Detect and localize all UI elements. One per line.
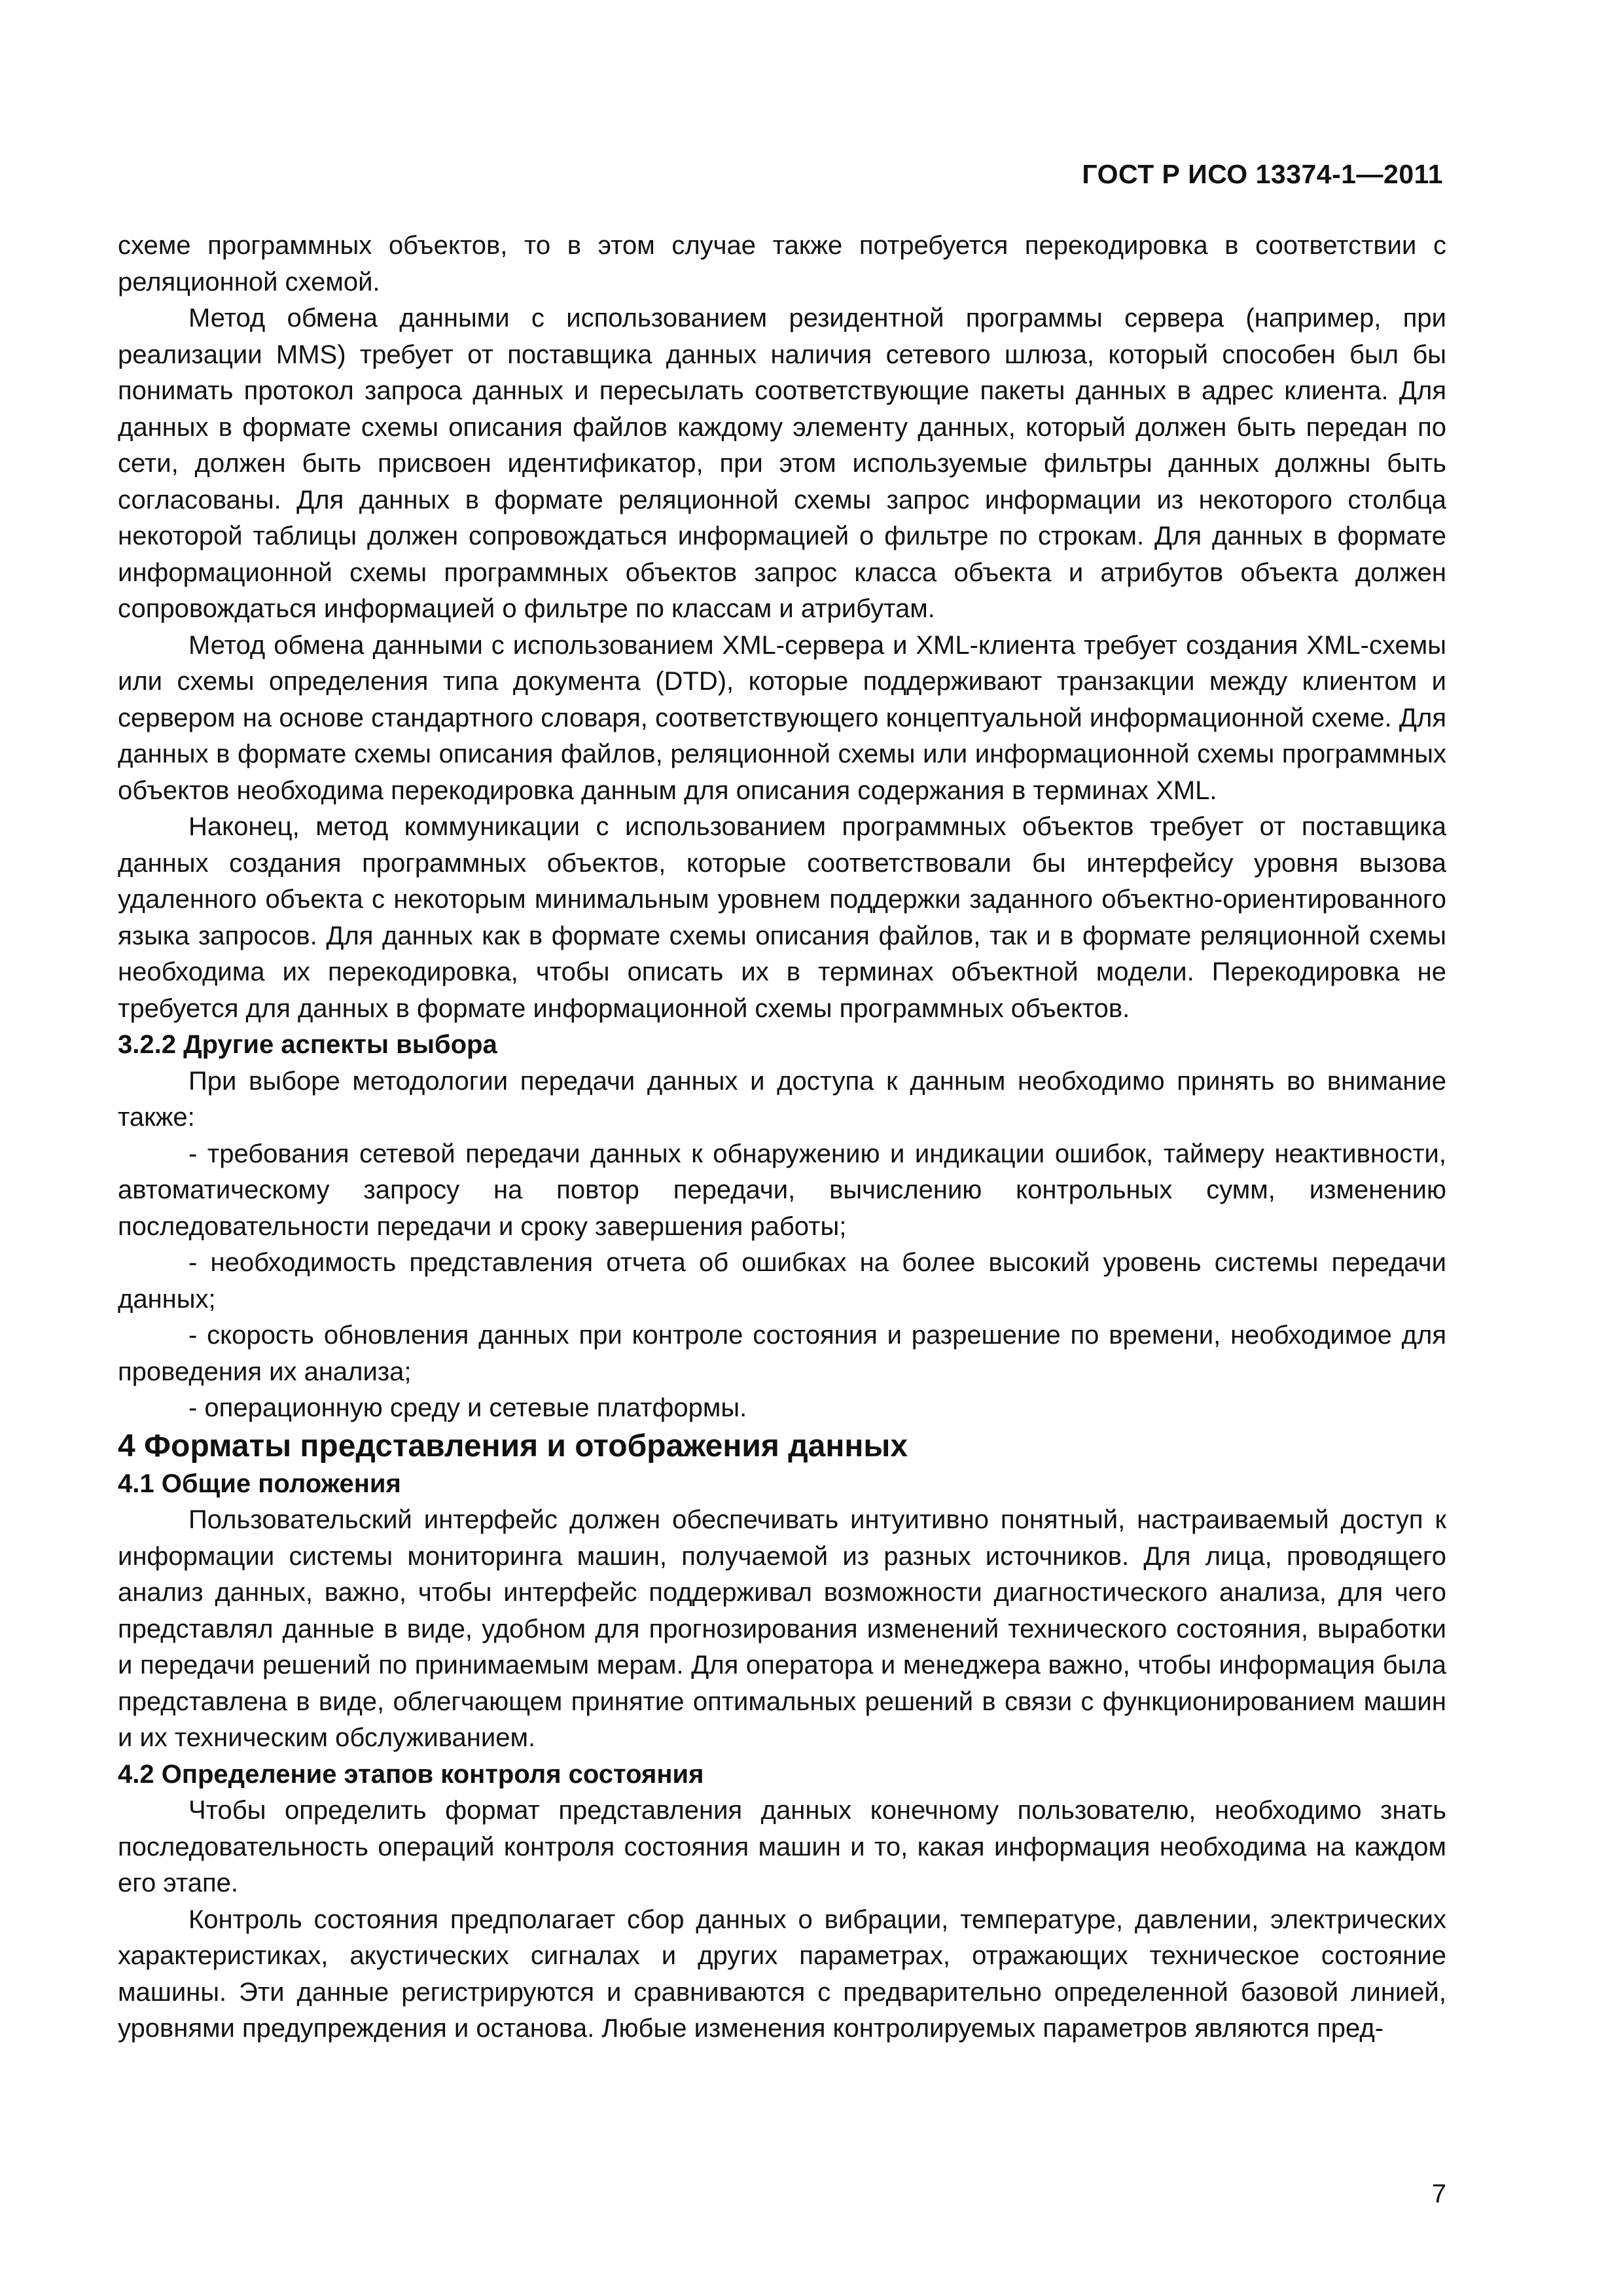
list-item: - скорость обновления данных при контроле состояния и разрешение по времени, необходимое для проведения их анализа; [118,1321,1446,1386]
clause-heading-4-1: 4.1 Общие положения [118,1469,401,1498]
paragraph: Метод обмена данными с использованием XML-сервера и XML-клиента требует создания XML-схемы или схемы определения типа документа (DTD), которые поддерживают транзакции между клиентом и сервером на основе стандартного словаря, соответствующего концептуальной информационной схеме. Для данных в формате схемы описания файлов, реляционной схемы или информационной схемы программных объектов необходима перекодировка данным для описания содержания в терминах XML. [118,630,1446,805]
document-body [118,228,1446,2047]
paragraph: При выборе методологии передачи данных и доступа к данным необходимо принять во внимание также: [118,1066,1446,1132]
list-item: - операционную среду и сетевые платформы. [188,1393,747,1422]
paragraph: Метод обмена данными с использованием резидентной программы сервера (например, при реализации MMS) требует от поставщика данных наличия сетевого шлюза, который способен был бы понимать протокол запроса данных и пересылать соответствующие пакеты данных в адрес клиента. Для данных в формате схемы описания файлов каждому элементу данных, который должен быть передан по сети, должен быть присвоен идентификатор, при этом используемые фильтры данных должны быть согласованы. Для данных в формате реляционной схемы запрос информации из некоторого столбца некоторой таблицы должен сопровождаться информацией о фильтре по строкам. Для данных в формате информационной схемы программных объектов запрос класса объекта и атрибутов объекта должен сопровождаться информацией о фильтре по классам и атрибутам. [118,304,1446,623]
subsection-heading-3-2-2: 3.2.2 Другие аспекты выбора [118,1030,497,1059]
list-item: - необходимость представления отчета об ошибках на более высокий уровень системы передачи данных; [118,1248,1446,1314]
list-item: - требования сетевой передачи данных к обнаружению и индикации ошибок, таймеру неактивности, автоматическому запросу на повтор передачи, вычислению контрольных сумм, изменению последовательности передачи и сроку завершения работы; [118,1139,1446,1241]
clause-heading-4-2: 4.2 Определение этапов контроля состояния [118,1759,704,1789]
paragraph: Наконец, метод коммуникации с использованием программных объектов требует от поставщика данных создания программных объектов, которые соответствовали бы интерфейсу уровня вызова удаленного объекта с некоторым минимальным уровнем поддержки заданного объектно-ориентированного языка запросов. Для данных как в формате схемы описания файлов, так и в формате реляционной схемы необходима их перекодировка, чтобы описать их в терминах объектной модели. Перекодировка не требуется для данных в формате информационной схемы программных объектов. [118,812,1446,1023]
paragraph: схеме программных объектов, то в этом случае также потребуется перекодировка в соответствии с реляционной схемой. [118,231,1446,296]
paragraph: Контроль состояния предполагает сбор данных о вибрации, температуре, давлении, электрических характеристиках, акустических сигналах и других параметрах, отражающих техническое состояние машины. Эти данные регистрируются и сравниваются с предварительно определенной базовой линией, уровнями предупреждения и останова. Любые изменения контролируемых параметров являются пред- [118,1905,1446,2043]
page-number: 7 [1431,2179,1446,2208]
section-heading-4: 4 Форматы представления и отображения данных [118,1428,908,1463]
paragraph: Чтобы определить формат представления данных конечному пользователю, необходимо знать последовательность операций контроля состояния машин и то, какая информация необходима на каждом его этапе. [118,1796,1446,1897]
paragraph: Пользовательский интерфейс должен обеспечивать интуитивно понятный, настраиваемый доступ к информации системы мониторинга машин, получаемой из разных источников. Для лица, проводящего анализ данных, важно, чтобы интерфейс поддерживал возможности диагностического анализа, для чего представлял данные в виде, удобном для прогнозирования изменений технического состояния, выработки и передачи решений по принимаемым мерам. Для оператора и менеджера важно, чтобы информация была представлена в виде, облегчающем принятие оптимальных решений в связи с функционированием машин и их техническим обслуживанием. [118,1505,1446,1752]
document-id-header: ГОСТ Р ИСО 13374-1—2011 [1082,159,1443,189]
